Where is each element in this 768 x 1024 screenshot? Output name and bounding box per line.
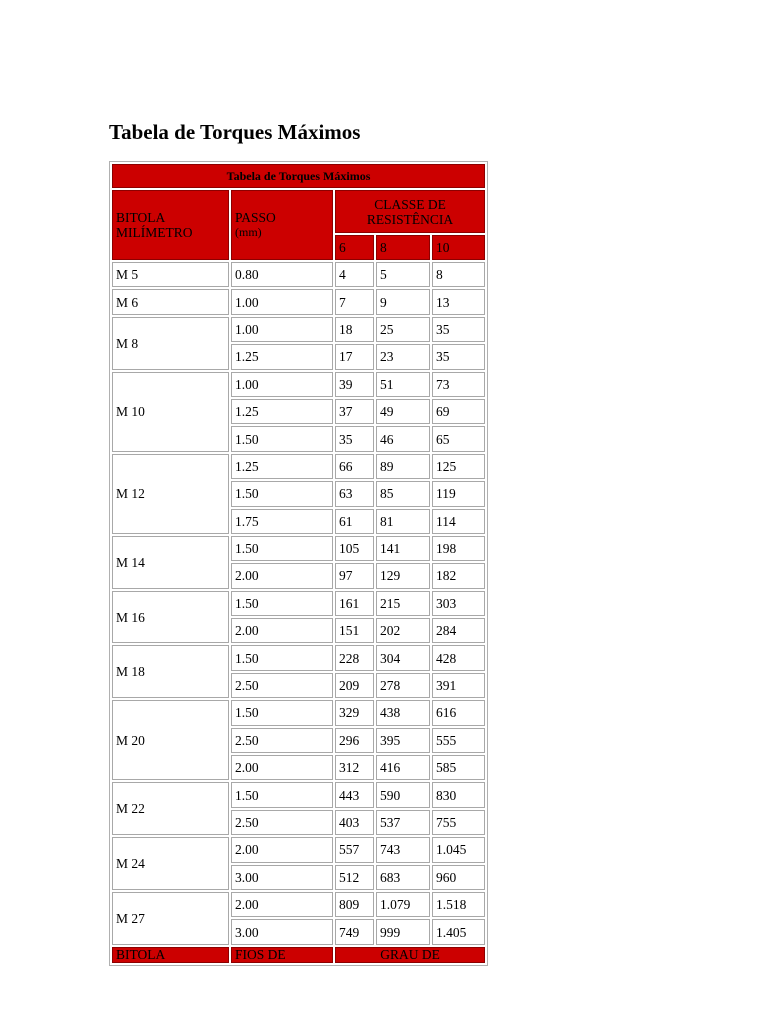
cell-class-6: 105 (335, 536, 374, 561)
cell-class-8: 278 (376, 673, 430, 698)
cell-bitola: M 27 (112, 892, 229, 945)
cell-class-8: 9 (376, 289, 430, 314)
table-row (112, 645, 485, 670)
cell-passo: 1.00 (231, 317, 333, 342)
cell-class-6: 63 (335, 481, 374, 506)
cell-passo: 1.00 (231, 372, 333, 397)
cell-class-6: 557 (335, 837, 374, 862)
torque-table (109, 161, 488, 966)
cell-class-10: 73 (432, 372, 485, 397)
cell-class-6: 18 (335, 317, 374, 342)
cell-class-8: 23 (376, 344, 430, 369)
cell-class-10: 616 (432, 700, 485, 725)
cell-passo: 2.00 (231, 892, 333, 917)
cell-class-8: 51 (376, 372, 430, 397)
table-row (112, 289, 485, 314)
cell-class-6: 296 (335, 728, 374, 753)
table-caption: Tabela de Torques Máximos (112, 164, 485, 188)
cell-bitola: M 18 (112, 645, 229, 698)
header-bitola: BITOLA MILÍMETRO (112, 190, 229, 260)
cell-class-8: 683 (376, 865, 430, 890)
cell-class-6: 312 (335, 755, 374, 780)
cell-class-10: 35 (432, 344, 485, 369)
cell-class-8: 81 (376, 509, 430, 534)
cell-passo: 1.00 (231, 289, 333, 314)
cell-class-6: 403 (335, 810, 374, 835)
cell-bitola: M 12 (112, 454, 229, 534)
cell-class-6: 4 (335, 262, 374, 287)
next-header-grau: GRAU DE (335, 947, 485, 963)
cell-class-8: 1.079 (376, 892, 430, 917)
next-header-bitola: BITOLA (112, 947, 229, 963)
cell-class-6: 66 (335, 454, 374, 479)
cell-passo: 2.00 (231, 837, 333, 862)
cell-passo: 2.00 (231, 563, 333, 588)
cell-class-8: 85 (376, 481, 430, 506)
cell-class-10: 182 (432, 563, 485, 588)
cell-class-8: 25 (376, 317, 430, 342)
cell-class-10: 960 (432, 865, 485, 890)
cell-class-10: 428 (432, 645, 485, 670)
cell-passo: 1.50 (231, 481, 333, 506)
table-row (112, 591, 485, 616)
cell-class-10: 13 (432, 289, 485, 314)
header-passo-label: PASSO (235, 210, 276, 225)
cell-class-6: 749 (335, 919, 374, 944)
cell-class-10: 303 (432, 591, 485, 616)
cell-class-8: 999 (376, 919, 430, 944)
table-row (112, 454, 485, 479)
header-class-8: 8 (376, 235, 430, 260)
cell-class-10: 555 (432, 728, 485, 753)
cell-class-10: 1.405 (432, 919, 485, 944)
cell-class-6: 809 (335, 892, 374, 917)
cell-class-6: 512 (335, 865, 374, 890)
cell-class-10: 65 (432, 426, 485, 451)
cell-class-6: 35 (335, 426, 374, 451)
cell-class-10: 585 (432, 755, 485, 780)
cell-class-6: 37 (335, 399, 374, 424)
cell-class-10: 830 (432, 782, 485, 807)
cell-class-8: 49 (376, 399, 430, 424)
cell-passo: 1.25 (231, 454, 333, 479)
header-class-10: 10 (432, 235, 485, 260)
table-row (112, 700, 485, 725)
header-passo (231, 190, 333, 260)
cell-passo: 1.50 (231, 645, 333, 670)
cell-class-6: 97 (335, 563, 374, 588)
cell-passo: 1.50 (231, 426, 333, 451)
cell-class-10: 8 (432, 262, 485, 287)
cell-class-6: 61 (335, 509, 374, 534)
cell-class-10: 114 (432, 509, 485, 534)
cell-passo: 2.00 (231, 755, 333, 780)
cell-class-6: 161 (335, 591, 374, 616)
cell-bitola: M 20 (112, 700, 229, 780)
cell-bitola: M 24 (112, 837, 229, 890)
cell-passo: 1.50 (231, 591, 333, 616)
cell-passo: 2.50 (231, 728, 333, 753)
cell-passo: 1.75 (231, 509, 333, 534)
cell-class-10: 119 (432, 481, 485, 506)
cell-class-8: 743 (376, 837, 430, 862)
page-title: Tabela de Torques Máximos (109, 120, 361, 144)
cell-class-8: 590 (376, 782, 430, 807)
cell-bitola: M 5 (112, 262, 229, 287)
table-row (112, 372, 485, 397)
cell-bitola: M 10 (112, 372, 229, 452)
cell-class-10: 69 (432, 399, 485, 424)
cell-class-6: 228 (335, 645, 374, 670)
cell-bitola: M 8 (112, 317, 229, 370)
cell-passo: 1.50 (231, 536, 333, 561)
table-row (112, 317, 485, 342)
header-classe: CLASSE DE RESISTÊNCIA (335, 190, 485, 233)
cell-passo: 2.00 (231, 618, 333, 643)
cell-class-6: 329 (335, 700, 374, 725)
cell-bitola: M 14 (112, 536, 229, 589)
cell-bitola: M 16 (112, 591, 229, 644)
cell-class-8: 537 (376, 810, 430, 835)
table-row (112, 782, 485, 807)
cell-class-8: 304 (376, 645, 430, 670)
cell-class-10: 284 (432, 618, 485, 643)
cell-class-10: 125 (432, 454, 485, 479)
table-row (112, 262, 485, 287)
cell-passo: 1.50 (231, 700, 333, 725)
next-section-header-row (112, 947, 485, 963)
cell-class-8: 89 (376, 454, 430, 479)
cell-class-6: 209 (335, 673, 374, 698)
cell-class-6: 17 (335, 344, 374, 369)
cell-class-8: 129 (376, 563, 430, 588)
cell-passo: 3.00 (231, 865, 333, 890)
cell-class-6: 7 (335, 289, 374, 314)
cell-class-6: 39 (335, 372, 374, 397)
cell-class-10: 391 (432, 673, 485, 698)
cell-class-6: 443 (335, 782, 374, 807)
cell-class-8: 141 (376, 536, 430, 561)
cell-class-10: 198 (432, 536, 485, 561)
cell-class-8: 416 (376, 755, 430, 780)
cell-bitola: M 22 (112, 782, 229, 835)
header-passo-unit: (mm) (235, 225, 262, 239)
table-row (112, 837, 485, 862)
cell-class-10: 35 (432, 317, 485, 342)
cell-class-10: 1.518 (432, 892, 485, 917)
cell-passo: 0.80 (231, 262, 333, 287)
cell-passo: 1.50 (231, 782, 333, 807)
cell-passo: 2.50 (231, 673, 333, 698)
cell-class-10: 1.045 (432, 837, 485, 862)
cell-class-10: 755 (432, 810, 485, 835)
cell-class-8: 46 (376, 426, 430, 451)
cell-bitola: M 6 (112, 289, 229, 314)
cell-class-8: 202 (376, 618, 430, 643)
header-class-6: 6 (335, 235, 374, 260)
cell-class-8: 5 (376, 262, 430, 287)
table-row (112, 892, 485, 917)
table-row (112, 536, 485, 561)
cell-class-8: 395 (376, 728, 430, 753)
cell-passo: 2.50 (231, 810, 333, 835)
cell-class-6: 151 (335, 618, 374, 643)
next-header-fios: FIOS DE (231, 947, 333, 963)
cell-passo: 1.25 (231, 399, 333, 424)
cell-class-8: 438 (376, 700, 430, 725)
cell-passo: 3.00 (231, 919, 333, 944)
cell-passo: 1.25 (231, 344, 333, 369)
cell-class-8: 215 (376, 591, 430, 616)
